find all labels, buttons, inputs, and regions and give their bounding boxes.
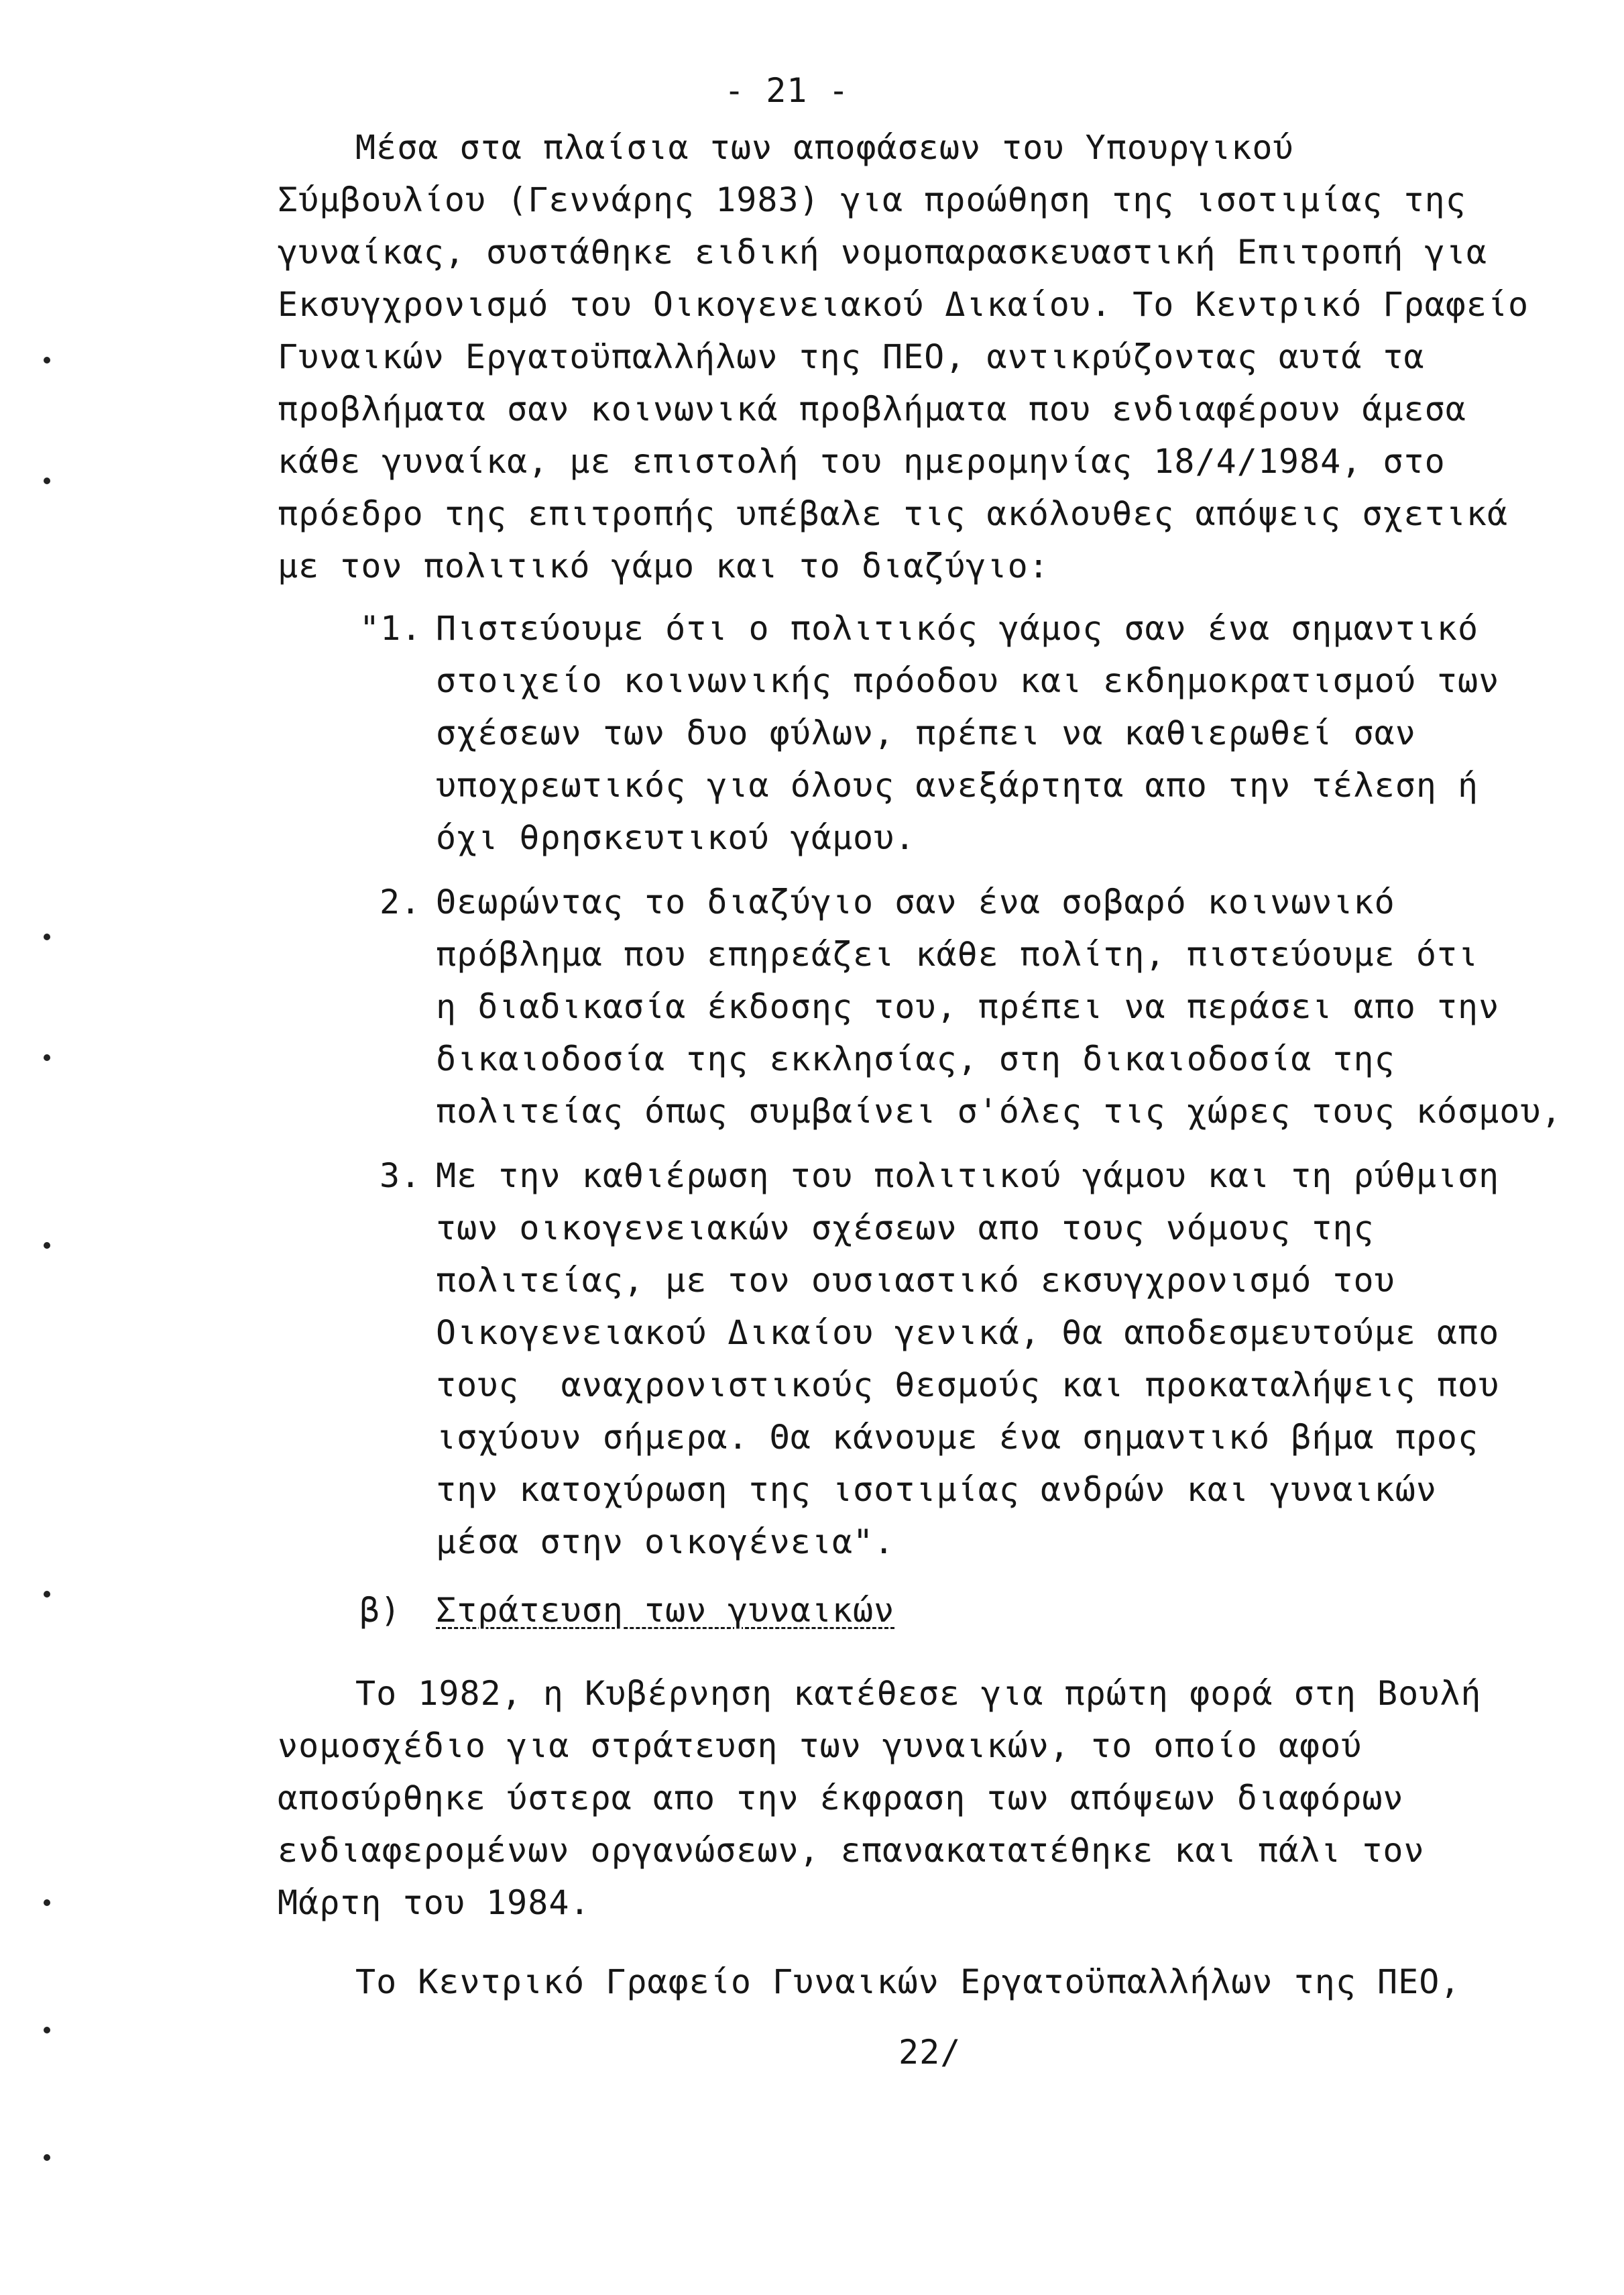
point-2-line-2: πρόβλημα που επηρεάζει κάθε πολίτη, πιστεύουμε ότι <box>436 935 1479 974</box>
point-2-marker: 2. <box>380 883 422 921</box>
point-1-line-5: όχι θρησκευτικού γάμου. <box>436 818 916 857</box>
section-b-p1-line-4: ενδιαφερομένων οργανώσεων, επανακατατέθηκε και πάλι τον <box>278 1831 1425 1870</box>
point-1-marker: "1. <box>359 609 422 648</box>
section-b-heading: Στράτευση των γυναικών <box>436 1591 895 1630</box>
point-3-line-7: την κατοχύρωση της ισοτιμίας ανδρών και γυναικών <box>436 1470 1437 1509</box>
point-3-line-6: ισχύουν σήμερα. Θα κάνουμε ένα σημαντικό βήμα προς <box>436 1418 1479 1457</box>
margin-dot <box>44 2154 50 2161</box>
intro-line-8: πρόεδρο της επιτροπής υπέβαλε τις ακόλουθες απόψεις σχετικά <box>278 494 1509 533</box>
margin-dot <box>44 1591 50 1598</box>
intro-line-4: Εκσυγχρονισμό του Οικογενειακού Δικαίου. Το Κεντρικό Γραφείο <box>278 285 1529 324</box>
section-b-label: β) <box>359 1591 402 1630</box>
page-number: - 21 - <box>724 71 850 110</box>
point-1-line-1: Πιστεύουμε ότι ο πολιτικός γάμος σαν ένα σημαντικό <box>436 609 1479 648</box>
intro-line-3: γυναίκας, συστάθηκε ειδική νομοπαρασκευαστική Επιτροπή για <box>278 233 1487 272</box>
intro-line-5: Γυναικών Εργατοϋπαλλήλων της ΠΕΟ, αντικρύζοντας αυτά τα <box>278 337 1425 376</box>
point-3-line-5: τους αναχρονιστικούς θεσμούς και προκαταλήψεις που <box>436 1365 1500 1404</box>
point-1-line-2: στοιχείο κοινωνικής πρόοδου και εκδημοκρατισμού των <box>436 661 1500 700</box>
point-1-line-3: σχέσεων των δυο φύλων, πρέπει να καθιερωθεί σαν <box>436 714 1416 752</box>
point-2-line-3: η διαδικασία έκδοσης του, πρέπει να περάσει απο την <box>436 987 1500 1026</box>
margin-dot <box>44 2027 50 2033</box>
point-3-marker: 3. <box>380 1156 422 1195</box>
section-b-p1-line-3: αποσύρθηκε ύστερα απο την έκφραση των απόψεων διαφόρων <box>278 1779 1404 1817</box>
intro-line-7: κάθε γυναίκα, με επιστολή του ημερομηνίας 18/4/1984, στο <box>278 442 1446 481</box>
section-b-p2-line-1: Το Κεντρικό Γραφείο Γυναικών Εργατοϋπαλλήλων της ΠΕΟ, <box>355 1962 1461 2001</box>
intro-line-2: Σύμβουλίου (Γεννάρης 1983) για προώθηση της ισοτιμίας της <box>278 180 1466 219</box>
point-3-line-8: μέσα στην οικογένεια". <box>436 1522 895 1561</box>
margin-dot <box>44 1242 50 1249</box>
margin-dot <box>44 934 50 940</box>
intro-line-1: Μέσα στα πλαίσια των αποφάσεων του Υπουργικού <box>355 128 1294 167</box>
point-1-line-4: υποχρεωτικός για όλους ανεξάρτητα απο την τέλεση ή <box>436 766 1479 805</box>
margin-dot <box>44 1054 50 1061</box>
point-2-line-5: πολιτείας όπως συμβαίνει σ'όλες τις χώρες τους κόσμου, <box>436 1092 1562 1131</box>
margin-dot <box>44 1899 50 1906</box>
intro-line-9: με τον πολιτικό γάμο και το διαζύγιο: <box>278 547 1049 585</box>
margin-dot <box>44 478 50 484</box>
point-3-line-4: Οικογενειακού Δικαίου γενικά, θα αποδεσμευτούμε απο <box>436 1313 1500 1352</box>
intro-line-6: προβλήματα σαν κοινωνικά προβλήματα που ενδιαφέρουν άμεσα <box>278 390 1466 429</box>
point-3-line-2: των οικογενειακών σχέσεων απο τους νόμους της <box>436 1209 1375 1247</box>
section-b-p1-line-2: νομοσχέδιο για στράτευση των γυναικών, το οποίο αφού <box>278 1726 1362 1765</box>
continuation-marker: 22/ <box>898 2033 962 2072</box>
point-3-line-1: Με την καθιέρωση του πολιτικού γάμου και τη ρύθμιση <box>436 1156 1500 1195</box>
point-2-line-4: δικαιοδοσία της εκκλησίας, στη δικαιοδοσία της <box>436 1040 1395 1078</box>
point-3-line-3: πολιτείας, με τον ουσιαστικό εκσυγχρονισμό του <box>436 1261 1395 1300</box>
section-b-p1-line-5: Μάρτη του 1984. <box>278 1883 591 1922</box>
section-b-p1-line-1: Το 1982, η Κυβέρνηση κατέθεσε για πρώτη φορά στη Βουλή <box>355 1674 1482 1713</box>
point-2-line-1: Θεωρώντας το διαζύγιο σαν ένα σοβαρό κοινωνικό <box>436 883 1395 921</box>
margin-dot <box>44 357 50 363</box>
